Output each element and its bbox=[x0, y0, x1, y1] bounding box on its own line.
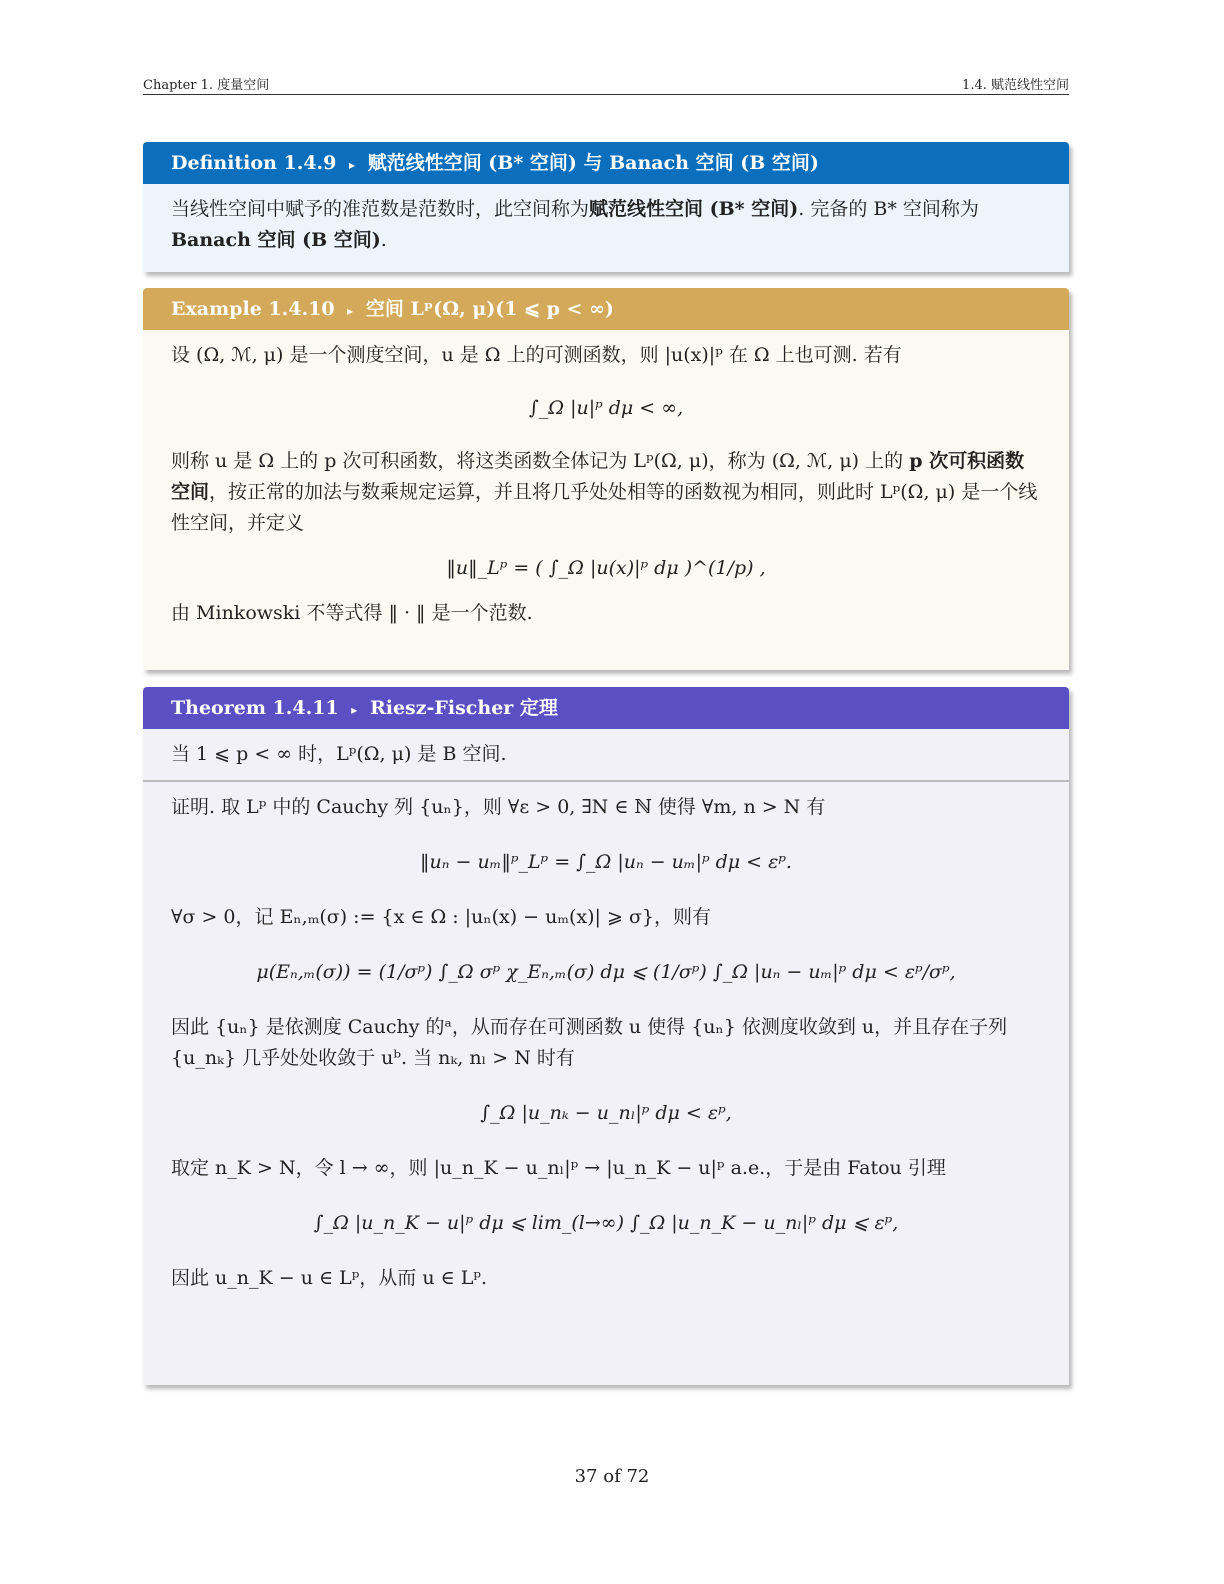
equation: ∫_Ω |u|ᵖ dμ < ∞, bbox=[528, 397, 684, 419]
triangle-icon: ▸ bbox=[351, 703, 358, 717]
theorem-heading: Riesz-Fischer 定理 bbox=[369, 697, 558, 719]
triangle-icon: ▸ bbox=[349, 158, 356, 172]
paragraph: 因此 {uₙ} 是依测度 Cauchy 的ᵃ，从而存在可测函数 u 使得 {uₙ} 依测度收敛到 u，并且存在子列 {u_nₖ} 几乎处处收敛于 uᵇ. 当 nₖ, nₗ > N 时有 bbox=[171, 1016, 1008, 1069]
page-number: 37 of 72 bbox=[574, 1466, 650, 1487]
example-heading: 空间 Lᵖ(Ω, μ)(1 ⩽ p < ∞) bbox=[365, 298, 614, 320]
term: Banach 空间 (B 空间) bbox=[171, 229, 381, 251]
text: . 完备的 B* 空间称为 bbox=[798, 198, 979, 220]
text: . bbox=[380, 229, 387, 251]
proof-body bbox=[143, 782, 1069, 1308]
text: ，按正常的加法与数乘规定运算，并且将几乎处处相等的函数视为相同，则此时 Lᵖ(Ω, μ) 是一个线性空间，并定义 bbox=[171, 481, 1038, 534]
example-body bbox=[143, 330, 1069, 643]
equation: μ(Eₙ,ₘ(σ)) = (1/σᵖ) ∫_Ω σᵖ χ_Eₙ,ₘ(σ) dμ ⩽ (1/σᵖ) ∫_Ω |uₙ − uₘ|ᵖ dμ < εᵖ/σᵖ, bbox=[256, 961, 956, 983]
chapter-label: Chapter 1. 度量空间 bbox=[143, 78, 270, 93]
paragraph: ∀σ > 0，记 Eₙ,ₘ(σ) := {x ∈ Ω : |uₙ(x) − uₘ(x)| ⩾ σ}，则有 bbox=[171, 906, 712, 928]
theorem-number: Theorem 1.4.11 bbox=[171, 697, 339, 719]
running-header bbox=[143, 74, 1069, 95]
paragraph: 证明. 取 Lᵖ 中的 Cauchy 列 {uₙ}，则 ∀ε > 0, ∃N ∈ ℕ 使得 ∀m, n > N 有 bbox=[171, 796, 826, 818]
definition-heading: 赋范线性空间 (B* 空间) 与 Banach 空间 (B 空间) bbox=[367, 152, 819, 174]
definition-body bbox=[143, 184, 1069, 272]
definition-number: Definition 1.4.9 bbox=[171, 152, 337, 174]
term: p 次可积函数空间 bbox=[171, 450, 1025, 503]
equation: ∫_Ω |u_n_K − u|ᵖ dμ ⩽ lim_(l→∞) ∫_Ω |u_n_K − u_nₗ|ᵖ dμ ⩽ εᵖ, bbox=[313, 1212, 899, 1234]
equation: ‖u‖_Lᵖ = ( ∫_Ω |u(x)|ᵖ dμ )^(1/p) , bbox=[446, 557, 766, 579]
example-box bbox=[143, 288, 1069, 670]
theorem-statement bbox=[143, 729, 1069, 780]
statement: 当 1 ⩽ p < ∞ 时，Lᵖ(Ω, μ) 是 B 空间. bbox=[171, 743, 507, 765]
equation: ‖uₙ − uₘ‖ᵖ_Lᵖ = ∫_Ω |uₙ − uₘ|ᵖ dμ < εᵖ. bbox=[420, 851, 792, 873]
example-title bbox=[143, 288, 1069, 330]
text: 则称 u 是 Ω 上的 p 次可积函数，将这类函数全体记为 Lᵖ(Ω, μ)，称为 (Ω, ℳ, μ) 上的 bbox=[171, 450, 910, 472]
triangle-icon: ▸ bbox=[347, 304, 354, 318]
definition-title bbox=[143, 142, 1069, 184]
definition-box bbox=[143, 142, 1069, 272]
paragraph: 设 (Ω, ℳ, μ) 是一个测度空间，u 是 Ω 上的可测函数，则 |u(x)|ᵖ 在 Ω 上也可测. 若有 bbox=[171, 344, 902, 366]
example-number: Example 1.4.10 bbox=[171, 298, 335, 320]
paragraph: 由 Minkowski 不等式得 ‖ · ‖ 是一个范数. bbox=[171, 602, 533, 624]
theorem-title bbox=[143, 687, 1069, 729]
section-label: 1.4. 赋范线性空间 bbox=[962, 78, 1069, 93]
paragraph: 取定 n_K > N，令 l → ∞，则 |u_n_K − u_nₗ|ᵖ → |u_n_K − u|ᵖ a.e.，于是由 Fatou 引理 bbox=[171, 1157, 946, 1179]
paragraph: 因此 u_n_K − u ∈ Lᵖ，从而 u ∈ Lᵖ. bbox=[171, 1267, 487, 1289]
theorem-box bbox=[143, 687, 1069, 1385]
equation: ∫_Ω |u_nₖ − u_nₗ|ᵖ dμ < εᵖ, bbox=[480, 1102, 732, 1124]
text: 当线性空间中赋予的准范数是范数时，此空间称为 bbox=[171, 198, 590, 220]
term: 赋范线性空间 (B* 空间) bbox=[589, 198, 799, 220]
